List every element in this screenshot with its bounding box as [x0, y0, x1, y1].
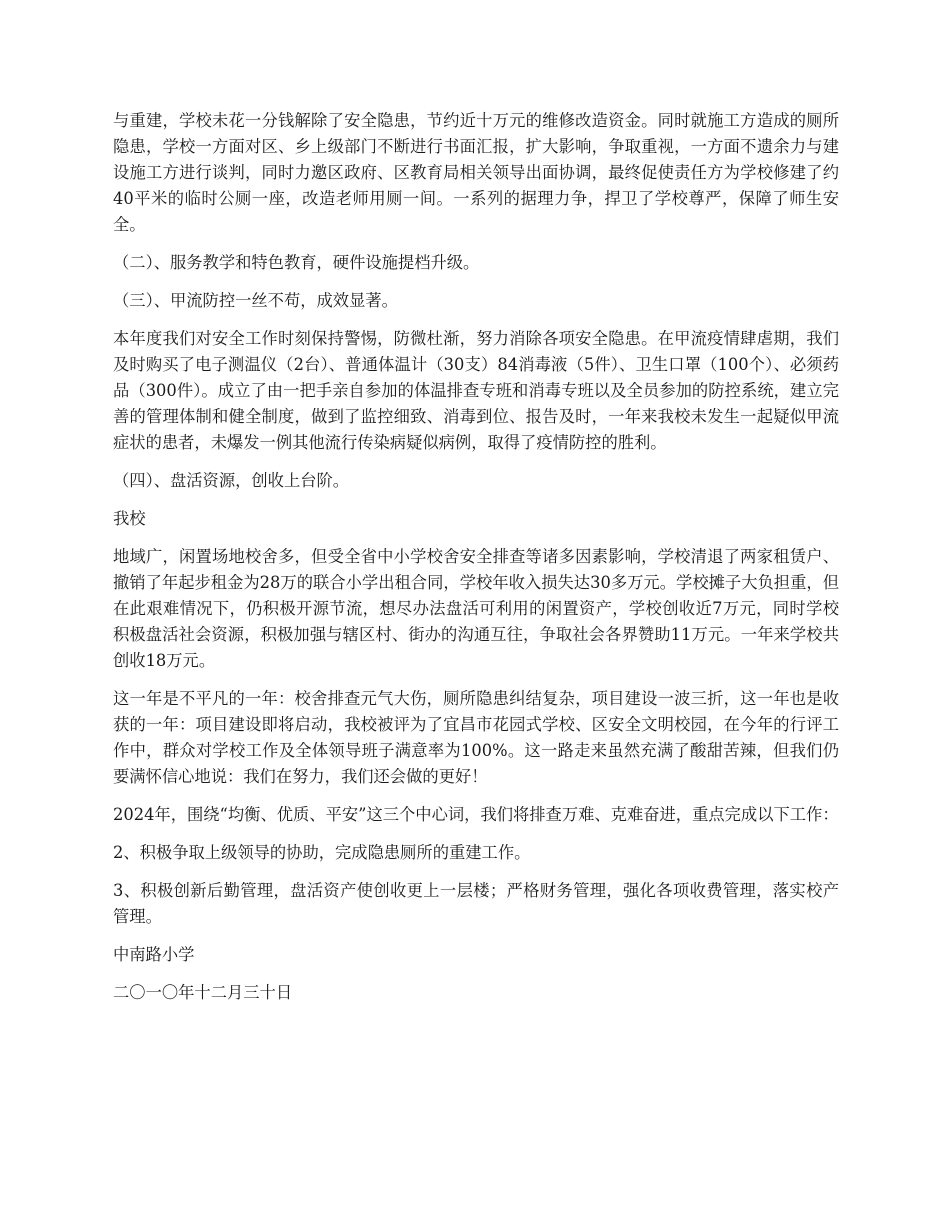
- paragraph-rebuild-safety: 与重建，学校未花一分钱解除了安全隐患，节约近十万元的维修改造资金。同时就施工方造成的厕所隐患，学校一方面对区、乡上级部门不断进行书面汇报，扩大影响，争取重视，一方面不遗余力与建设施工方进行谈判，同时力邀区政府、区教育局相关领导出面协调，最终促使责任方为学校修建了约40平米的临时公厕一座，改造老师用厕一间。一系列的据理力争，捍卫了学校尊严，保障了师生安全。: [113, 111, 839, 234]
- signature-school-name: 中南路小学: [113, 945, 195, 964]
- paragraph-flu-prevention: 本年度我们对安全工作时刻保持警惕，防微杜渐，努力消除各项安全隐患。在甲流疫情肆虐期，我们及时购买了电子测温仪（2台）、普通体温计（30支）84消毒液（5件）、卫生口罩（100个）、必须药品（300件）。成立了由一把手亲自参加的体温排查专班和消毒专班以及全员参加的防控系统，建立完善的管理体制和健全制度，做到了监控细致、消毒到位、报告及时，一年来我校未发生一起疑似甲流症状的患者，未爆发一例其他流行传染病疑似病例，取得了疫情防控的胜利。: [113, 329, 839, 452]
- paragraph-2024-plan: 2024年，围绕“均衡、优质、平安”这三个中心词，我们将排查万难、克难奋进，重点完成以下工作：: [113, 805, 839, 824]
- signature-date: 二〇一〇年十二月三十日: [113, 983, 293, 1002]
- section-heading-three: （三）、甲流防控一丝不苟，成效显著。: [113, 291, 398, 310]
- section-heading-two: （二）、服务教学和特色教育，硬件设施提档升级。: [113, 253, 480, 272]
- paragraph-revenue: 地域广，闲置场地校舍多，但受全省中小学校舍安全排查等诸多因素影响，学校清退了两家租赁户、撤销了年起步租金为28万的联合小学出租合同，学校年收入损失达30多万元。学校摊子大负担重，但在此艰难情况下，仍积极开源节流，想尽办法盘活可利用的闲置资产，学校创收近7万元，同时学校积极盘活社会资源，积极加强与辖区村、街办的沟通互往，争取社会各界赞助11万元。一年来学校共创收18万元。: [113, 547, 839, 670]
- list-item-3: 3、积极创新后勤管理，盘活资产使创收更上一层楼；严格财务管理，强化各项收费管理，落实校产管理。: [113, 881, 839, 926]
- document-page: [113, 108, 839, 1018]
- paragraph-year-summary: 这一年是不平凡的一年：校舍排查元气大伤，厕所隐患纠结复杂，项目建设一波三折，这一年也是收获的一年：项目建设即将启动，我校被评为了宜昌市花园式学校、区安全文明校园，在今年的行评工作中，群众对学校工作及全体领导班子满意率为100%。这一路走来虽然充满了酸甜苦辣，但我们仍要满怀信心地说：我们在努力，我们还会做的更好！: [113, 689, 839, 786]
- list-item-2: 2、积极争取上级领导的协助，完成隐患厕所的重建工作。: [113, 843, 531, 862]
- section-heading-four: （四）、盘活资源，创收上台阶。: [113, 471, 350, 490]
- paragraph-our-school: 我校: [113, 509, 146, 528]
